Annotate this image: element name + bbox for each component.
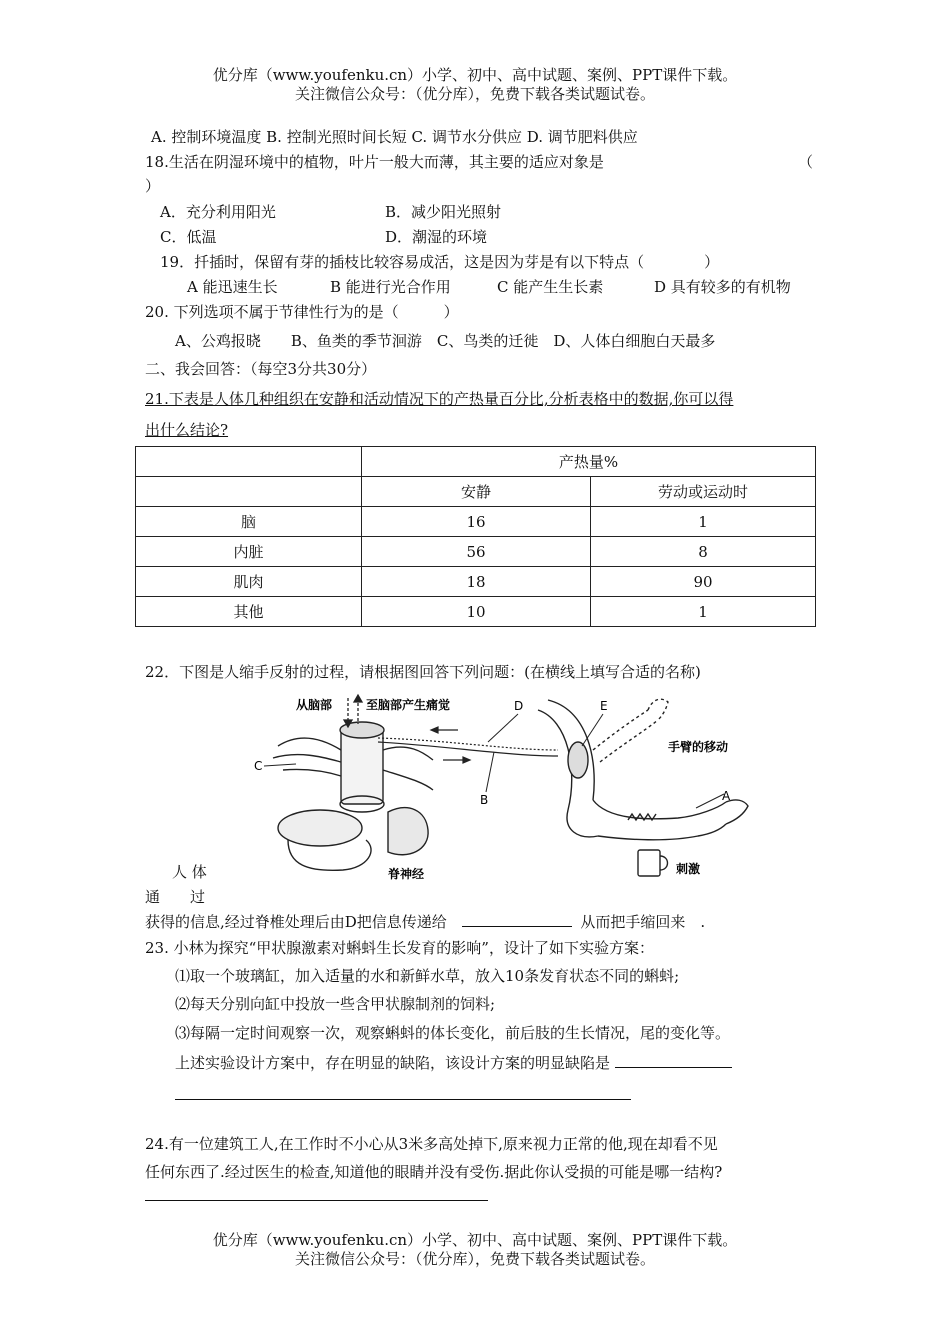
q19-option-d: D 具有较多的有机物	[654, 278, 791, 296]
label-to-brain: 至脑部产生痛觉	[366, 698, 451, 712]
rest-value-cell: 10	[362, 597, 591, 627]
page-header-line2: 关注微信公众号：（优分库），免费下载各类试题试卷。	[294, 85, 655, 103]
q21-stem-line1: 21.下表是人体几种组织在安静和活动情况下的产热量百分比,分析表格中的数据,你可以得	[145, 390, 734, 408]
rest-value-cell: 56	[362, 537, 591, 567]
active-value-cell: 8	[591, 537, 816, 567]
active-value-cell: 1	[591, 597, 816, 627]
table-corner-cell	[136, 447, 362, 477]
q22-stem: 22．下图是人缩手反射的过程，请根据图回答下列问题：(在横线上填写合适的名称)	[145, 663, 701, 681]
q24-answer-blank[interactable]	[145, 1200, 488, 1201]
label-from-brain: 从脑部	[296, 698, 333, 712]
q20-stem: 20. 下列选项不属于节律性行为的是（ ）	[145, 303, 459, 321]
rest-value-cell: 18	[362, 567, 591, 597]
q20-options: A、公鸡报晓 B、鱼类的季节洄游 C、鸟类的迁徙 D、人体白细胞白天最多	[175, 332, 716, 350]
q23-step2: ⑵每天分别向缸中投放一些含甲状腺制剂的饲料;	[175, 995, 496, 1013]
letter-a: A	[722, 789, 731, 803]
table-row	[136, 537, 816, 567]
q18-paren-open: （	[798, 153, 814, 171]
q19-option-c: C 能产生生长素	[497, 278, 604, 296]
page-footer-line2: 关注微信公众号：（优分库），免费下载各类试题试卷。	[294, 1250, 655, 1268]
q19-option-a: A 能迅速生长	[187, 278, 278, 296]
cup-icon	[638, 850, 668, 876]
q21-stem-line2: 出什么结论?	[145, 421, 229, 439]
table-blank-cell	[136, 477, 362, 507]
tissue-cell: 脑	[136, 507, 362, 537]
tissue-cell: 内脏	[136, 537, 362, 567]
q22-text-c1: 获得的信息,经过脊椎处理后由D把信息传递给	[145, 913, 447, 931]
q24-line1: 24.有一位建筑工人,在工作时不小心从3米多高处掉下,原来视力正常的他,现在却看不见	[145, 1135, 718, 1153]
q23-question-line	[175, 1053, 732, 1073]
nerve-pathway	[378, 727, 558, 763]
q18-option-c: C．低温	[160, 228, 217, 246]
page-footer-line1: 优分库（www.youfenku.cn）小学、初中、高中试题、案例、PPT课件下载。	[212, 1231, 738, 1249]
q18-option-b: B．减少阳光照射	[385, 203, 502, 221]
table-subheader-row	[136, 477, 816, 507]
heat-production-table	[135, 446, 816, 627]
q23-question: 上述实验设计方案中，存在明显的缺陷，该设计方案的明显缺陷是	[175, 1054, 611, 1072]
table-group-header: 产热量%	[362, 447, 816, 477]
rest-value-cell: 16	[362, 507, 591, 537]
table-row	[136, 597, 816, 627]
q24-line2: 任何东西了.经过医生的检查,知道他的眼睛并没有受伤.据此你认受损的可能是哪一结构?	[145, 1163, 723, 1181]
arm-drawing	[538, 699, 748, 840]
letter-e: E	[600, 699, 608, 713]
table-col-active: 劳动或运动时	[591, 477, 816, 507]
letter-b: B	[480, 793, 489, 807]
label-spinal-nerve: 脊神经	[388, 867, 425, 881]
q23-answer-blank-1[interactable]	[615, 1053, 732, 1068]
q23-step3: ⑶每隔一定时间观察一次，观察蝌蚪的体长变化，前后肢的生长情况，尾的变化等。	[175, 1024, 731, 1042]
q18-paren-close: ）	[145, 177, 161, 195]
q22-text-a: 人 体	[172, 863, 207, 881]
table-row	[136, 567, 816, 597]
letter-c: C	[254, 759, 263, 773]
q23-answer-blank-2[interactable]	[175, 1099, 631, 1100]
q19-stem: 19．扦插时，保留有芽的插枝比较容易成活，这是因为芽是有以下特点（ ）	[160, 253, 720, 271]
q19-option-b: B 能进行光合作用	[330, 278, 451, 296]
q18-stem: 18.生活在阴湿环境中的植物，叶片一般大而薄，其主要的适应对象是	[145, 153, 604, 171]
tissue-cell: 肌肉	[136, 567, 362, 597]
label-stimulus: 刺激	[676, 862, 701, 876]
reflex-arc-figure	[248, 690, 758, 890]
active-value-cell: 1	[591, 507, 816, 537]
active-value-cell: 90	[591, 567, 816, 597]
q22-answer-blank[interactable]	[462, 912, 572, 927]
tissue-cell: 其他	[136, 597, 362, 627]
letter-d: D	[514, 699, 524, 713]
page-header-line1: 优分库（www.youfenku.cn）小学、初中、高中试题、案例、PPT课件下载。	[212, 66, 738, 84]
q23-step1: ⑴取一个玻璃缸，加入适量的水和新鲜水草，放入10条发育状态不同的蝌蚪;	[175, 967, 680, 985]
q18-option-d: D．潮湿的环境	[385, 228, 488, 246]
q22-text-b: 通 过	[145, 888, 206, 906]
table-header-row	[136, 447, 816, 477]
q17-options: A. 控制环境温度 B. 控制光照时间长短 C. 调节水分供应 D. 调节肥料供应	[151, 128, 638, 146]
q23-stem: 23. 小林为探究“甲状腺激素对蝌蚪生长发育的影响”，设计了如下实验方案：	[145, 939, 654, 957]
q22-text-c2: 从而把手缩回来 .	[580, 913, 706, 931]
section-2-title: 二、我会回答：（每空3分共30分）	[145, 360, 377, 378]
table-col-rest: 安静	[362, 477, 591, 507]
label-arm-move: 手臂的移动	[668, 740, 729, 754]
table-row	[136, 507, 816, 537]
q18-option-a: A．充分利用阳光	[160, 203, 276, 221]
q22-answer-line	[145, 912, 705, 932]
